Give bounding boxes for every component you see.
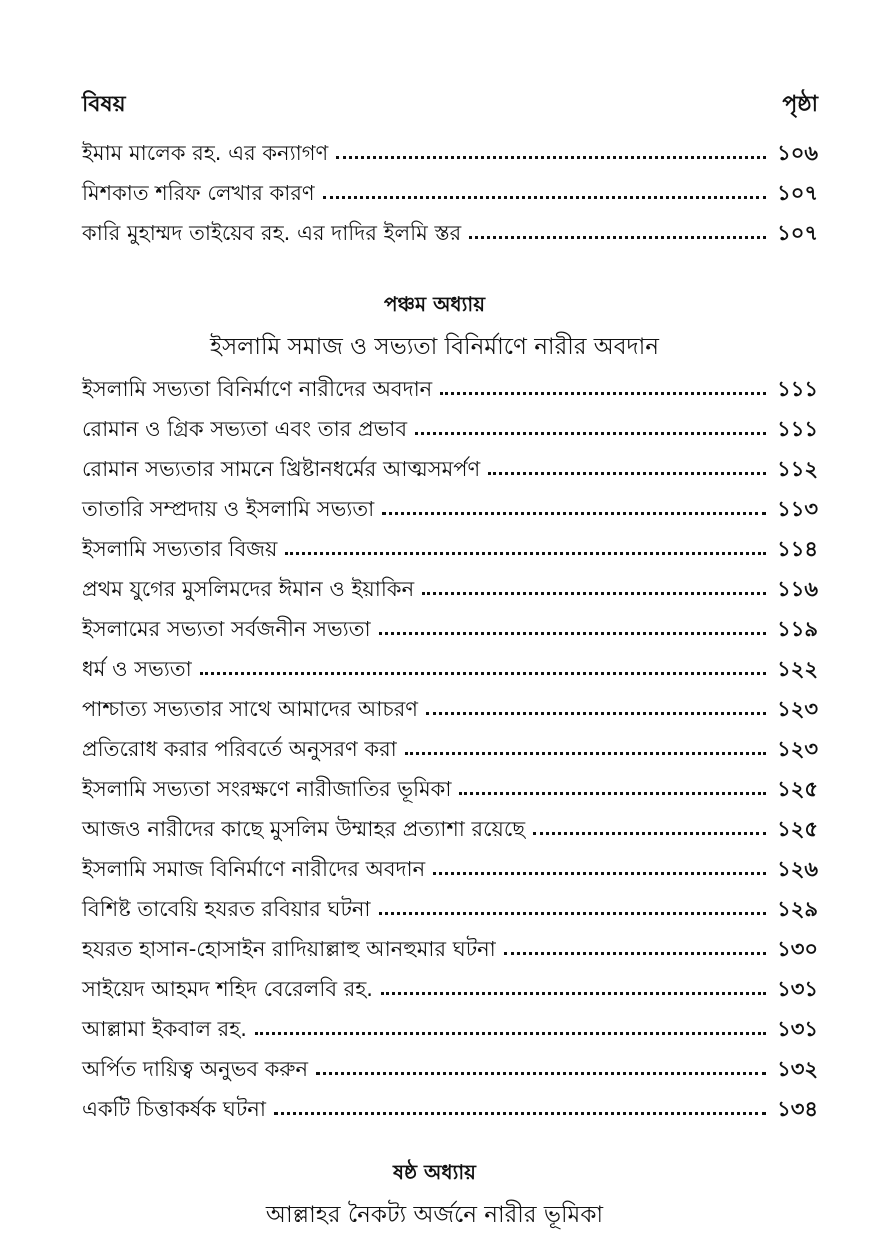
toc-entry[interactable] [82, 1084, 818, 1124]
toc-entry-page: ১১১ [777, 417, 818, 441]
toc-entry-page: ১০৭ [777, 221, 818, 245]
toc-entry-page: ১২২ [777, 657, 818, 681]
toc-entry-title: ইসলামের সভ্যতা সর্বজনীন সভ্যতা [82, 617, 371, 641]
toc-entry[interactable] [82, 924, 818, 964]
toc-entry[interactable] [82, 764, 818, 804]
toc-entry-page: ১৩১ [777, 977, 818, 1001]
dot-leader [488, 472, 766, 475]
toc-entry[interactable] [82, 364, 818, 404]
dot-leader [415, 432, 766, 435]
dot-leader [504, 952, 766, 955]
toc-entry[interactable] [82, 564, 818, 604]
toc-entry-title: বিশিষ্ট তাবেয়ি হযরত রবিয়ার ঘটনা [82, 897, 371, 921]
dot-leader [316, 1072, 766, 1075]
toc-entry-title: হযরত হাসান-হোসাইন রাদিয়াল্লাহু আনহুমার ঘটনা [82, 937, 496, 961]
toc-entry-title: ইসলামি সভ্যতা বিনির্মাণে নারীদের অবদান [82, 377, 433, 401]
chapter-6-title: আল্লাহর নৈকট্য অর্জনে নারীর ভূমিকা [265, 1202, 604, 1228]
toc-entry-title: ইমাম মালেক রহ. এর কন্যাগণ [82, 141, 329, 165]
toc-entry-title: আল্লামা ইকবাল রহ. [82, 1017, 247, 1041]
dot-leader [459, 792, 766, 795]
toc-entry[interactable] [82, 1004, 818, 1044]
dot-leader [433, 872, 766, 875]
dot-leader [274, 1112, 766, 1115]
toc-entry[interactable] [82, 884, 818, 924]
toc-entry[interactable] [82, 644, 818, 684]
toc-entry-title: প্রতিরোধ করার পরিবর্তে অনুসরণ করা [82, 737, 397, 761]
toc-list-top [82, 128, 818, 248]
toc-entry-page: ১২৩ [777, 737, 818, 761]
toc-entry-title: রোমান ও গ্রিক সভ্যতা এবং তার প্রভাব [82, 417, 408, 441]
toc-entry-page: ১০৭ [777, 181, 818, 205]
toc-entry-page: ১১৪ [777, 537, 818, 561]
chapter-6-label: ষষ্ঠ অধ্যায় [393, 1160, 476, 1184]
toc-entry[interactable] [82, 804, 818, 844]
toc-entry-title: সাইয়েদ আহমদ শহিদ বেরেলবি রহ. [82, 977, 373, 1001]
chapter-5-title: ইসলামি সমাজ ও সভ্যতা বিনির্মাণে নারীর অবদান [209, 334, 659, 360]
toc-entry[interactable] [82, 1044, 818, 1084]
toc-entry-page: ১২৫ [777, 777, 818, 801]
toc-entry-page: ১১৬ [777, 577, 818, 601]
dot-leader [255, 1032, 766, 1035]
toc-entry[interactable] [82, 208, 818, 248]
toc-entry-title: পাশ্চাত্য সভ্যতার সাথে আমাদের আচরণ [82, 697, 418, 721]
toc-entry-page: ১৩৪ [777, 1097, 818, 1121]
toc-entry[interactable] [82, 964, 818, 1004]
toc-entry-title: রোমান সভ্যতার সামনে খ্রিষ্টানধর্মের আত্মসমর্পণ [82, 457, 481, 481]
chapter-5-label: পঞ্চম অধ্যায় [383, 292, 486, 316]
dot-leader [323, 196, 766, 199]
toc-entry[interactable] [82, 404, 818, 444]
dot-leader [405, 752, 766, 755]
dot-leader [422, 592, 766, 595]
toc-entry-title: তাতারি সম্প্রদায় ও ইসলামি সভ্যতা [82, 497, 375, 521]
page-column-label: পৃষ্ঠা [782, 92, 818, 117]
dot-leader [440, 392, 766, 395]
toc-entry-title: আজও নারীদের কাছে মুসলিম উম্মাহর প্রত্যাশা রয়েছে [82, 817, 526, 841]
toc-entry-title: ইসলামি সমাজ বিনির্মাণে নারীদের অবদান [82, 857, 426, 881]
toc-entry-page: ১১২ [777, 457, 818, 481]
toc-entry-title: ইসলামি সভ্যতা সংরক্ষণে নারীজাতির ভূমিকা [82, 777, 452, 801]
toc-entry-page: ১২৫ [777, 817, 818, 841]
toc-entry[interactable] [82, 444, 818, 484]
toc-entry-page: ১১৯ [777, 617, 818, 641]
toc-entry-title: কারি মুহাম্মদ তাইয়েব রহ. এর দাদির ইলমি স্তর [82, 221, 462, 245]
dot-leader [200, 672, 766, 675]
toc-entry-page: ১৩২ [777, 1057, 818, 1081]
toc-entry[interactable] [82, 684, 818, 724]
toc-entry[interactable] [82, 128, 818, 168]
dot-leader [426, 712, 766, 715]
toc-entry-title: অর্পিত দায়িত্ব অনুভব করুন [82, 1057, 309, 1081]
toc-entry-page: ১১৩ [777, 497, 818, 521]
toc-entry-title: একটি চিত্তাকর্ষক ঘটনা [82, 1097, 266, 1121]
toc-entry[interactable] [82, 524, 818, 564]
dot-leader [379, 912, 766, 915]
toc-entry-page: ১২৬ [777, 857, 818, 881]
toc-entry-page: ১১১ [777, 377, 818, 401]
dot-leader [381, 992, 766, 995]
toc-header [82, 88, 818, 124]
toc-entry-title: প্রথম যুগের মুসলিমদের ঈমান ও ইয়াকিন [82, 577, 415, 601]
toc-entry-page: ১২৯ [777, 897, 818, 921]
dot-leader [285, 552, 766, 555]
toc-entry-page: ১২৩ [777, 697, 818, 721]
dot-leader [533, 832, 766, 835]
toc-entry[interactable] [82, 844, 818, 884]
toc-entry-page: ১৩১ [777, 1017, 818, 1041]
dot-leader [469, 236, 766, 239]
toc-entry-title: মিশকাত শরিফ লেখার কারণ [82, 181, 315, 205]
toc-entry[interactable] [82, 724, 818, 764]
toc-entry-title: ধর্ম ও সভ্যতা [82, 657, 192, 681]
toc-list-chapter-5 [82, 364, 818, 1124]
dot-leader [336, 156, 766, 159]
dot-leader [382, 512, 766, 515]
dot-leader [379, 632, 766, 635]
toc-entry[interactable] [82, 604, 818, 644]
toc-entry-page: ১৩০ [777, 937, 818, 961]
toc-entry[interactable] [82, 484, 818, 524]
toc-entry-title: ইসলামি সভ্যতার বিজয় [82, 537, 278, 561]
toc-entry[interactable] [82, 168, 818, 208]
toc-entry-page: ১০৬ [777, 141, 818, 165]
subject-column-label: বিষয় [82, 92, 126, 117]
